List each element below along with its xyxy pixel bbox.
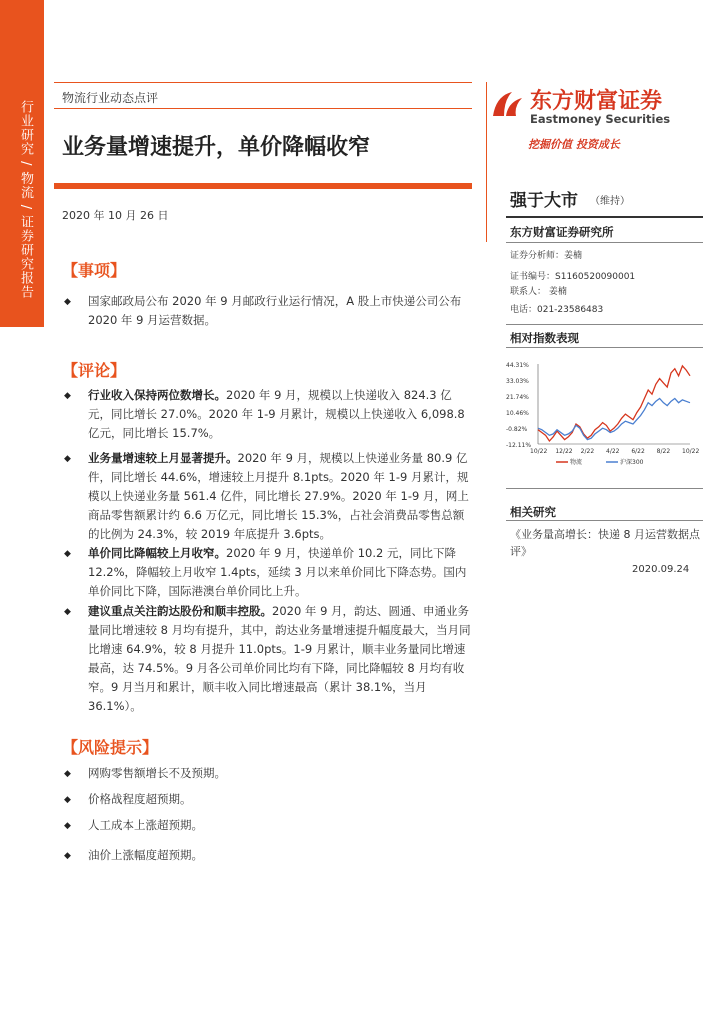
header-top-rule (54, 82, 472, 83)
institute-name: 东方财富证券研究所 (510, 225, 614, 239)
x-tick-label: 10/22 (682, 448, 700, 455)
analyst-name: 证券分析师：姜楠 (510, 251, 583, 261)
diamond-bullet-icon: ◆ (64, 795, 71, 805)
research-heading: 相关研究 (510, 505, 556, 519)
eastmoney-logo-icon (490, 86, 524, 120)
research-top-rule (506, 488, 703, 489)
comment-item (88, 544, 472, 601)
section-comment-title: 【评论】 (62, 361, 127, 380)
relative-index-chart (504, 356, 702, 474)
y-tick-label: 44.31% (506, 362, 529, 369)
header-divider (486, 82, 487, 242)
comment-head: 行业收入保持两位数增长。 (88, 388, 226, 402)
diamond-bullet-icon: ◆ (64, 454, 71, 464)
diamond-bullet-icon: ◆ (64, 821, 71, 831)
risk-item: 网购零售额增长不及预期。 (88, 766, 226, 780)
section-event-title: 【事项】 (62, 261, 127, 280)
phone-number: 电话：021-23586483 (510, 305, 604, 315)
related-report-date: 2020.09.24 (632, 564, 690, 575)
diamond-bullet-icon: ◆ (64, 297, 71, 307)
section-risk-title: 【风险提示】 (62, 738, 159, 757)
title-underline (54, 183, 472, 189)
rating-rule (506, 216, 703, 218)
research-rule (506, 520, 703, 521)
brand-name-cn: 东方财富证券 (530, 89, 663, 114)
x-tick-label: 6/22 (631, 448, 645, 455)
section-rule (506, 324, 703, 325)
related-report-link[interactable]: 《业务量高增长：快递 8 月运营数据点评》 (510, 528, 700, 558)
risk-item: 油价上涨幅度超预期。 (88, 848, 203, 862)
x-tick-label: 4/22 (606, 448, 620, 455)
comment-item (88, 602, 472, 716)
y-tick-label: 33.03% (506, 378, 529, 385)
report-category: 物流行业动态点评 (62, 91, 159, 105)
brand-slogan: 挖掘价值 投资成长 (528, 138, 620, 151)
event-paragraph: 国家邮政局公布 2020 年 9 月邮政行业运行情况，A 股上市快递公司公布 2020 年 9 月运营数据。 (88, 294, 462, 327)
y-tick-label: 21.74% (506, 394, 529, 401)
chart-rule (506, 347, 703, 348)
legend-label: 沪深300 (620, 459, 644, 466)
contact-name: 联系人： 姜楠 (510, 287, 567, 297)
comment-body: 2020 年 9 月，韵达、圆通、申通业务量同比增速较 8 月均有提升，其中，韵达业务量增速提升幅度最大，当月同比增速 64.9%，较 8 月提升 11.0pts。1-9 月累计，顺丰业务量同比增速最高，达 74.5%。9 月各公司单价同比均有下降，同比降幅较 8 月均有收窄。9 月当月和累计，顺丰收入同比增速最高（累计 38.1%，当月 36.1%）。 (88, 604, 471, 713)
diamond-bullet-icon: ◆ (64, 549, 71, 559)
brand-name-en: Eastmoney Securities (530, 112, 671, 126)
comment-item (88, 386, 472, 443)
series-line (538, 366, 690, 441)
x-tick-label: 12/22 (555, 448, 573, 455)
y-tick-label: -12.11% (506, 442, 532, 449)
chart-heading: 相对指数表现 (510, 331, 579, 345)
y-tick-label: 10.46% (506, 410, 529, 417)
risk-item: 价格战程度超预期。 (88, 792, 192, 806)
x-tick-label: 2/22 (580, 448, 595, 455)
comment-body: 2020 年 9 月，快递单价 10.2 元，同比下降 12.2%，降幅较上月收窄 1.4pts，延续 3 月以来单价同比下降态势。国内单价同比下降，国际港澳台单价同比上升。 (88, 546, 467, 598)
comment-body: 2020 年 9 月，规模以上快递收入 824.3 亿元，同比增长 27.0%。2020 年 1-9 月累计，规模以上快递收入 6,098.8 亿元，同比增长 15.7%。 (88, 388, 465, 440)
comment-item (88, 449, 472, 544)
x-tick-label: 8/22 (656, 448, 671, 455)
series-line (538, 399, 690, 440)
institute-rule (506, 242, 703, 243)
legend-label: 物流 (570, 459, 583, 466)
diamond-bullet-icon: ◆ (64, 391, 71, 401)
diamond-bullet-icon: ◆ (64, 769, 71, 779)
x-tick-label: 10/22 (530, 448, 548, 455)
comment-head: 建议重点关注韵达股份和顺丰控股。 (88, 604, 272, 618)
report-date: 2020 年 10 月 26 日 (62, 209, 169, 222)
risk-item: 人工成本上涨超预期。 (88, 818, 203, 832)
comment-head: 单价同比降幅较上月收窄。 (88, 546, 226, 560)
y-tick-label: -0.82% (506, 426, 528, 433)
rating-label: 强于大市 (510, 191, 578, 211)
page-title: 业务量增速提升，单价降幅收窄 (62, 135, 371, 160)
sidebar-text: 行业研究 / 物流 / 证券研究报告 (18, 100, 33, 300)
sidebar-band (0, 0, 44, 327)
comment-body: 2020 年 9 月，规模以上快递业务量 80.9 亿件，同比增长 44.6%，增速较上月提升 8.1pts。2020 年 1-9 月累计，规模以上快递业务量 561.4 亿件，同比增长 27.9%。2020 年 1-9 月，网上商品零售额累计约 6.6 万亿元，同比增长 15.3%，占社会消费品零售总额的比例为 24.3%，较 2019 年底提升 3.6pts。 (88, 451, 469, 541)
comment-head: 业务量增速较上月显著提升。 (88, 451, 238, 465)
diamond-bullet-icon: ◆ (64, 851, 71, 861)
diamond-bullet-icon: ◆ (64, 607, 71, 617)
rating-note: （维持） (590, 196, 630, 207)
header-bottom-rule (54, 108, 472, 109)
cert-number: 证书编号：S1160520090001 (510, 272, 636, 282)
